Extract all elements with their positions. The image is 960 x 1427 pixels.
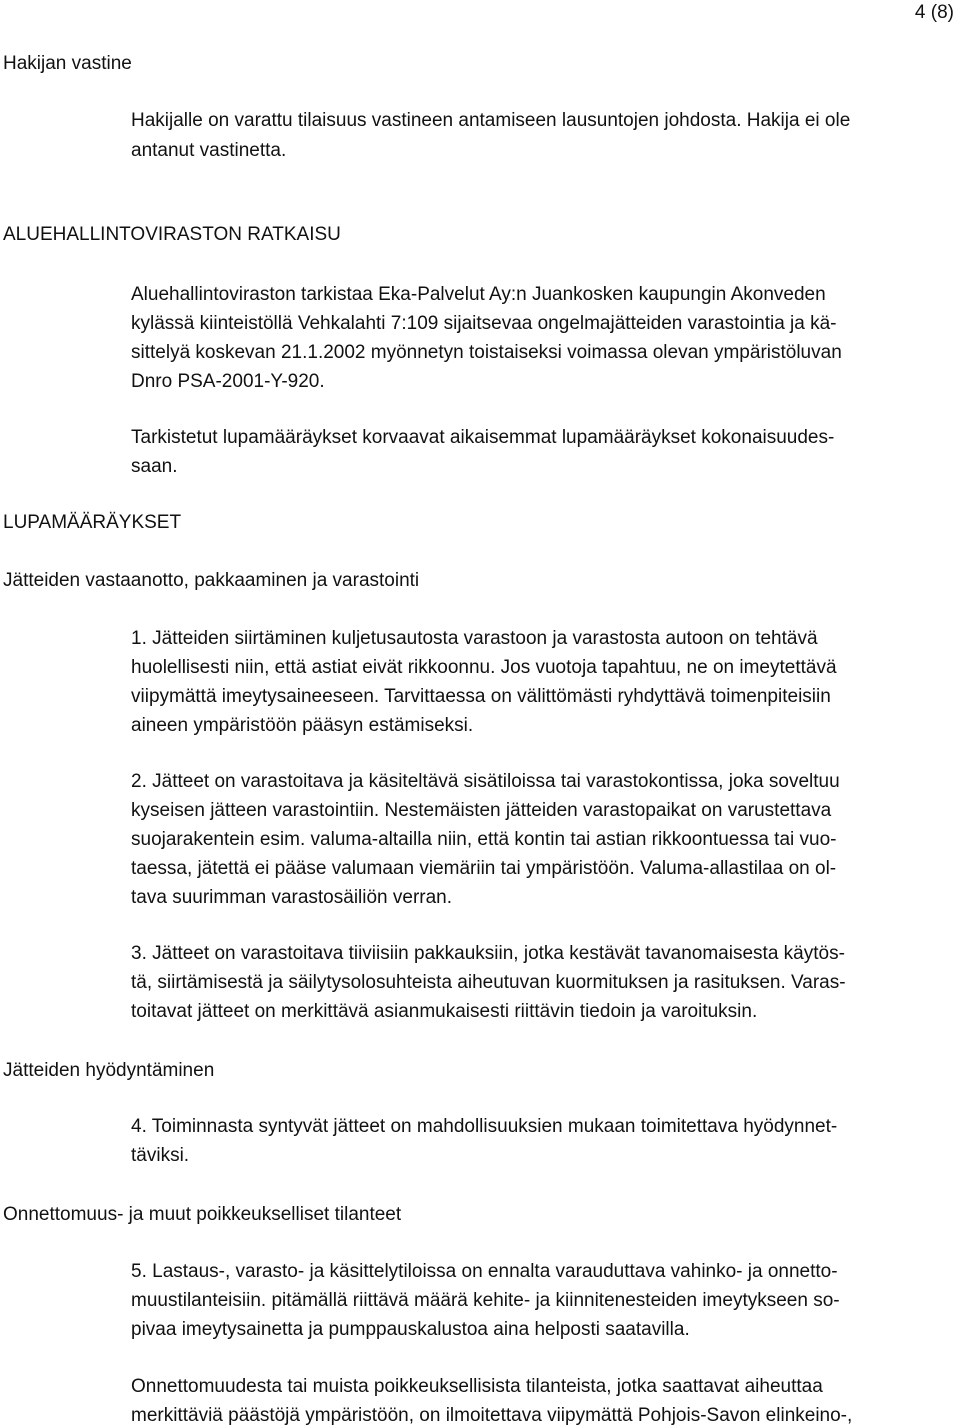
heading-lupamaaraykset: LUPAMÄÄRÄYKSET [3,512,182,533]
text-line: 3. Jätteet on varastoitava tiiviisiin pakkauksiin, jotka kestävät tavanomaisesta käytös- [131,943,845,964]
text-line: saan. [131,456,178,477]
text-line: toitavat jätteet on merkittävä asianmukaisesti riittävin tiedoin ja varoituksin. [131,1001,758,1022]
text-line: sittelyä koskevan 21.1.2002 myönnetyn toistaiseksi voimassa olevan ympäristöluvan [131,342,842,363]
text-line: täviksi. [131,1145,190,1166]
page-number: 4 (8) [914,2,954,23]
text-line: kyseisen jätteen varastointiin. Nestemäisten jätteiden varastopaikat on varustettava [131,800,832,821]
text-line: tä, siirtämisestä ja säilytysolosuhteista aiheutuvan kuormituksen ja rasituksen. Varas- [131,972,846,993]
text-line: 4. Toiminnasta syntyvät jätteet on mahdollisuuksien mukaan toimitettava hyödynnet- [131,1116,838,1137]
text-line: 1. Jätteiden siirtäminen kuljetusautosta varastoon ja varastosta autoon on tehtävä [131,628,818,649]
text-line: Onnettomuudesta tai muista poikkeuksellisista tilanteista, jotka saattavat aiheuttaa [131,1376,823,1397]
heading-hyodyntaminen: Jätteiden hyödyntäminen [3,1060,215,1081]
text-line: aineen ympäristöön pääsyn estämiseksi. [131,715,474,736]
text-line: antanut vastinetta. [131,140,287,161]
text-line: kylässä kiinteistöllä Vehkalahti 7:109 sijaitsevaa ongelmajätteiden varastointia ja kä- [131,313,837,334]
text-line: 2. Jätteet on varastoitava ja käsiteltävä sisätiloissa tai varastokontissa, joka soveltuu [131,771,840,792]
text-line: tava suurimman varastosäiliön verran. [131,887,453,908]
heading-ratkaisu: ALUEHALLINTOVIRASTON RATKAISU [3,224,341,245]
text-line: suojarakentein esim. valuma-altailla niin, että kontin tai astian rikkoontuessa tai vuo- [131,829,837,850]
heading-hakijan-vastine: Hakijan vastine [3,53,132,74]
text-line: 5. Lastaus-, varasto- ja käsittelytiloissa on ennalta varauduttava vahinko- ja onnetto- [131,1261,838,1282]
text-line: Dnro PSA-2001-Y-920. [131,371,325,392]
text-line: viipymättä imeytysaineeseen. Tarvittaessa on välittömästi ryhdyttävä toimenpiteisiin [131,686,831,707]
text-line: Hakijalle on varattu tilaisuus vastineen antamiseen lausuntojen johdosta. Hakija ei ole [131,110,851,131]
text-line: pivaa imeytysainetta ja pumppauskalustoa aina helposti saatavilla. [131,1319,690,1340]
text-line: muustilanteisiin. pitämällä riittävä määrä kehite- ja kiinnitenesteiden imeytykseen so- [131,1290,840,1311]
text-line: taessa, jätettä ei pääse valumaan viemäriin tai ympäristöön. Valuma-allastilaa on ol- [131,858,837,879]
heading-onnettomuus: Onnettomuus- ja muut poikkeukselliset tilanteet [3,1204,402,1225]
text-line: merkittäviä päästöjä ympäristöön, on ilmoitettava viipymättä Pohjois-Savon elinkeino-, [131,1405,853,1426]
text-line: Tarkistetut lupamääräykset korvaavat aikaisemmat lupamääräykset kokonaisuudes- [131,427,835,448]
text-line: Aluehallintoviraston tarkistaa Eka-Palvelut Ay:n Juankosken kaupungin Akonveden [131,284,826,305]
text-line: huolellisesti niin, että astiat eivät rikkoonnu. Jos vuotoja tapahtuu, ne on imeytettävä [131,657,837,678]
heading-vastaanotto: Jätteiden vastaanotto, pakkaaminen ja varastointi [3,570,420,591]
